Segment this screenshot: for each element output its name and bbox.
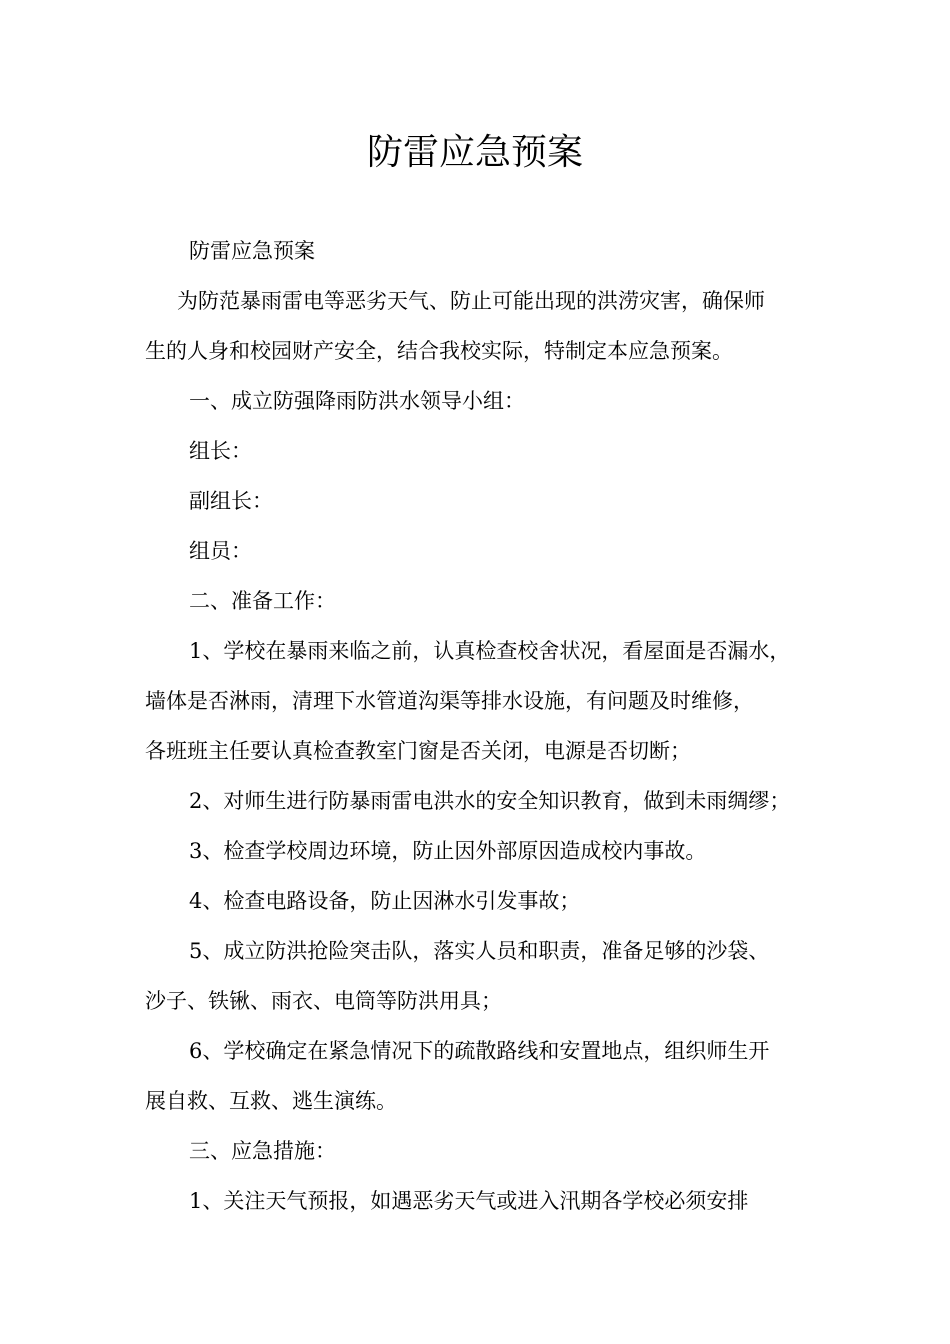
item-3-line: 3、检查学校周边环境，防止因外部原因造成校内事故。: [189, 839, 707, 863]
item-1-line-3: 各班班主任要认真检查教室门窗是否关闭，电源是否切断；: [145, 739, 691, 763]
section-heading-1: 一、成立防强降雨防洪水领导小组：: [189, 389, 525, 413]
intro-line-2: 生的人身和校园财产安全，结合我校实际，特制定本应急预案。: [145, 339, 733, 363]
document-title: 防雷应急预案: [366, 132, 583, 173]
section-heading-3: 三、应急措施：: [189, 1139, 336, 1163]
measure-1-line: 1、关注天气预报，如遇恶劣天气或进入汛期各学校必须安排: [189, 1189, 749, 1213]
section-heading-2: 二、准备工作：: [189, 589, 336, 613]
item-5-line-1: 5、成立防洪抢险突击队，落实人员和职责，准备足够的沙袋、: [189, 939, 770, 963]
leader-line: 组长：: [189, 439, 252, 463]
subtitle-line: 防雷应急预案: [189, 239, 315, 263]
item-4-line: 4、检查电路设备，防止因淋水引发事故；: [189, 889, 581, 913]
item-1-line-2: 墙体是否淋雨，清理下水管道沟渠等排水设施，有问题及时维修，: [145, 689, 754, 713]
intro-line-1: 为防范暴雨雷电等恶劣天气、防止可能出现的洪涝灾害，确保师: [177, 289, 765, 313]
members-line: 组员：: [189, 539, 252, 563]
item-2-line: 2、对师生进行防暴雨雷电洪水的安全知识教育，做到未雨绸缪；: [189, 789, 791, 813]
item-6-line-2: 展自救、互救、逃生演练。: [145, 1089, 397, 1113]
deputy-leader-line: 副组长：: [189, 489, 273, 513]
item-1-line-1: 1、学校在暴雨来临之前，认真检查校舍状况，看屋面是否漏水，: [189, 639, 791, 663]
item-6-line-1: 6、学校确定在紧急情况下的疏散路线和安置地点，组织师生开: [189, 1039, 770, 1063]
item-5-line-2: 沙子、铁锹、雨衣、电筒等防洪用具；: [145, 989, 502, 1013]
